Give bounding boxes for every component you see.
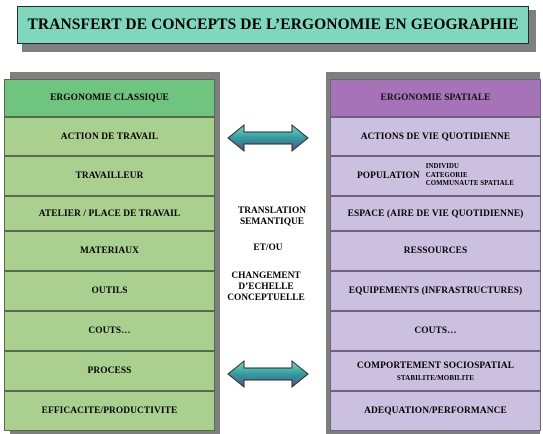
population-sub-categorie: CATEGORIE — [425, 171, 468, 179]
left-item-action: ACTION DE TRAVAIL — [4, 117, 215, 156]
comportement-sub: STABILITE/MOBILITE — [396, 373, 475, 382]
left-item-process: PROCESS — [4, 351, 215, 391]
population-subitems — [426, 163, 514, 189]
left-item-couts: COUTS… — [4, 311, 215, 351]
right-item-espace: ESPACE (AIRE DE VIE QUOTIDIENNE) — [330, 196, 541, 231]
right-item-adequation: ADEQUATION/PERFORMANCE — [330, 391, 541, 431]
double-arrow-top — [226, 123, 310, 153]
diagram-title: TRANSFERT DE CONCEPTS DE L’ERGONOMIE EN GEOGRAPHIE — [17, 6, 529, 44]
middle-translation — [220, 206, 324, 228]
left-header: ERGONOMIE CLASSIQUE — [4, 79, 215, 117]
left-item-outils: OUTILS — [4, 271, 215, 311]
right-item-actions: ACTIONS DE VIE QUOTIDIENNE — [330, 117, 541, 156]
changement-line-2: D’ECHELLE — [238, 282, 294, 292]
comportement-label: COMPORTEMENT SOCIOSPATIAL — [356, 360, 515, 371]
left-item-materiaux: MATERIAUX — [4, 231, 215, 271]
population-label: POPULATION — [356, 171, 420, 181]
left-item-travailleur: TRAVAILLEUR — [4, 156, 215, 196]
right-item-population — [330, 156, 541, 196]
double-arrow-bottom — [226, 359, 310, 389]
left-item-atelier: ATELIER / PLACE DE TRAVAIL — [4, 196, 215, 231]
translation-line-1: TRANSLATION — [237, 206, 307, 216]
translation-line-2: SEMANTIQUE — [239, 217, 305, 227]
right-item-ressources: RESSOURCES — [330, 231, 541, 271]
left-item-efficacite: EFFICACITE/PRODUCTIVITE — [4, 391, 215, 431]
right-item-comportement — [330, 351, 541, 391]
right-item-couts: COUTS… — [330, 311, 541, 351]
population-sub-communaute: COMMUNAUTE SPATIALE — [425, 180, 515, 188]
right-item-equipements: EQUIPEMENTS (INFRASTRUCTURES) — [330, 271, 541, 311]
middle-changement — [214, 271, 318, 304]
middle-et-ou: ET/OU — [253, 243, 283, 253]
population-sub-individu: INDIVIDU — [425, 163, 460, 171]
right-header: ERGONOMIE SPATIALE — [330, 79, 541, 117]
changement-line-3: CONCEPTUELLE — [227, 293, 305, 303]
changement-line-1: CHANGEMENT — [231, 271, 301, 281]
